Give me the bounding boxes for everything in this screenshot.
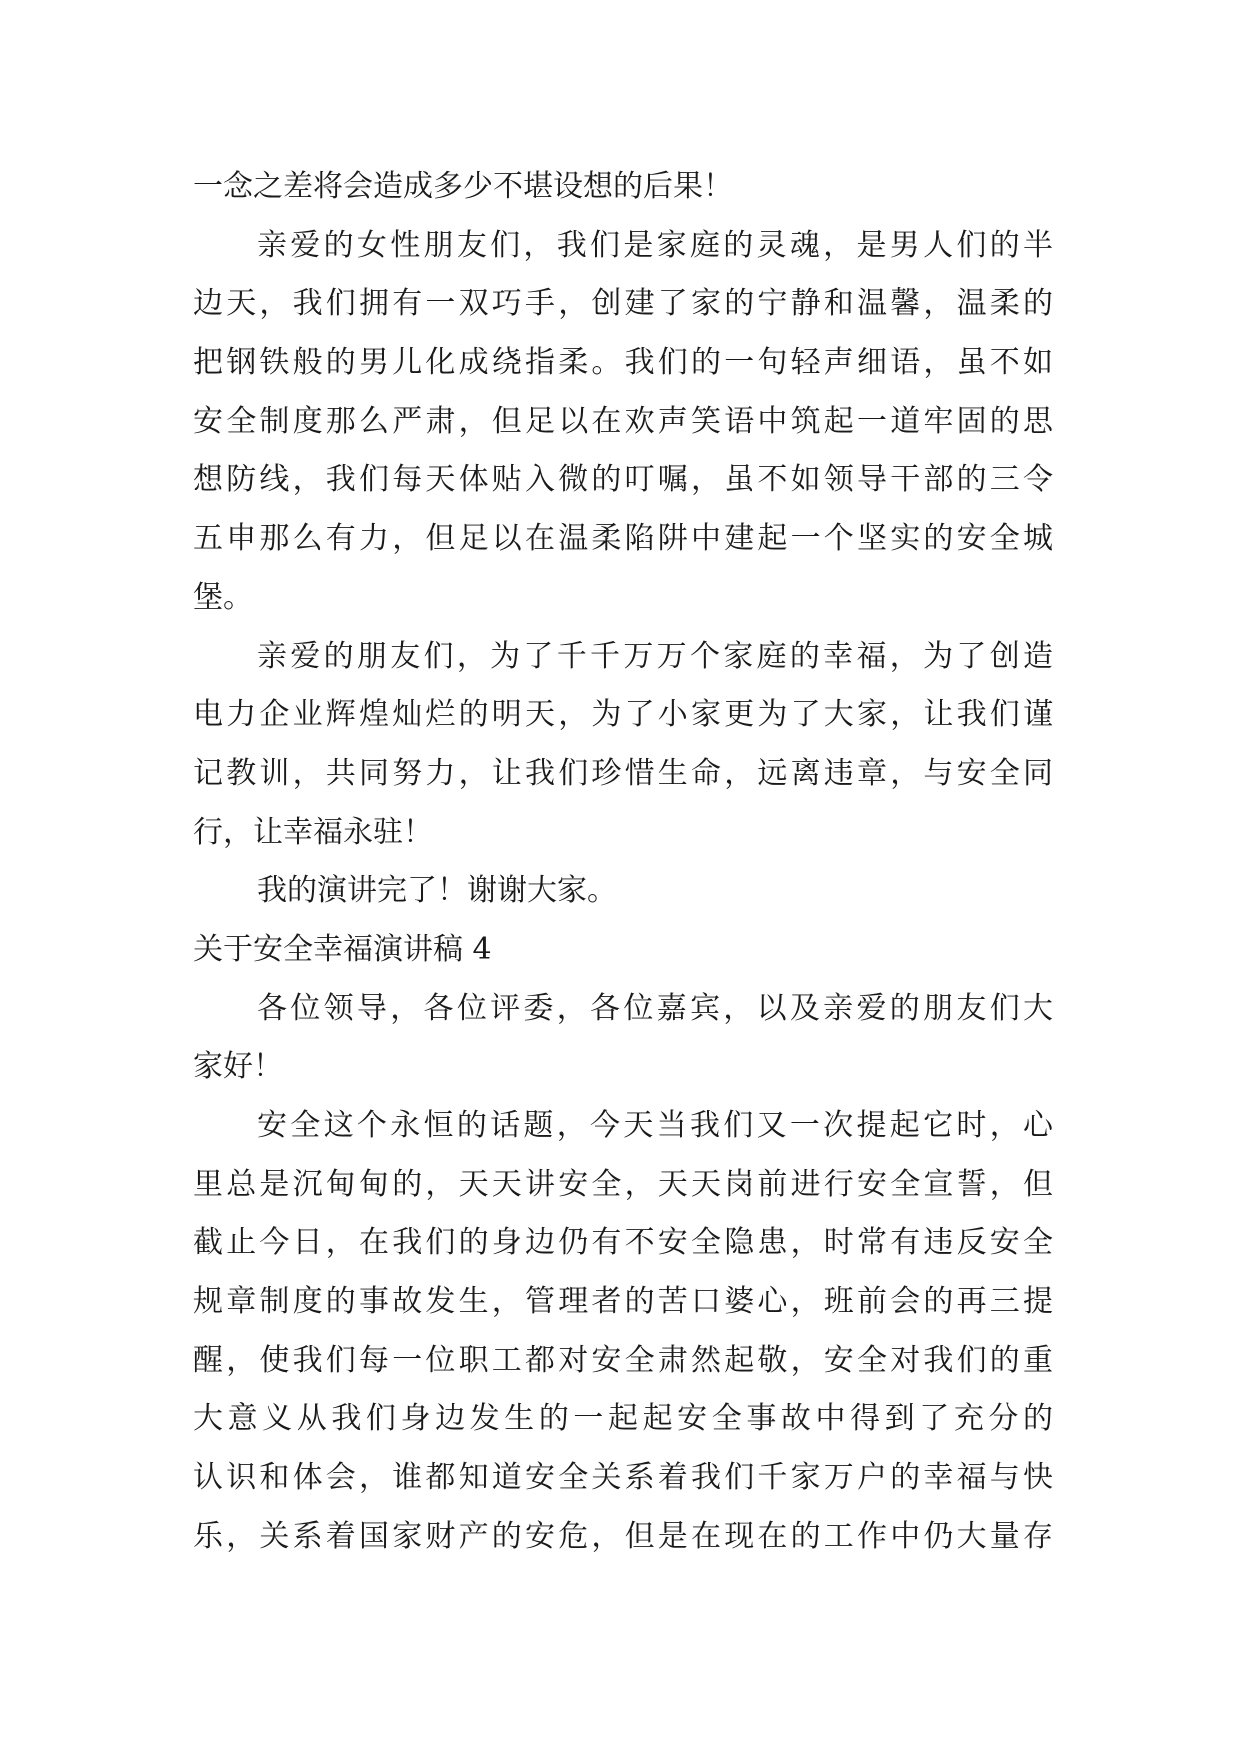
paragraph-start-line: 我的演讲完了！谢谢大家。 xyxy=(257,873,617,909)
text-line: 家好！ xyxy=(193,1049,283,1085)
text-line: 规章制度的事故发生，管理者的苦口婆心，班前会的再三提 xyxy=(193,1284,1053,1320)
paragraph-start-line: 各位领导，各位评委，各位嘉宾，以及亲爱的朋友们大 xyxy=(257,990,1053,1026)
document-body xyxy=(193,158,1053,1567)
section-heading: 关于安全幸福演讲稿 4 xyxy=(193,931,492,967)
paragraph-start-line: 亲爱的朋友们，为了千千万万个家庭的幸福，为了创造 xyxy=(257,638,1053,674)
text-line: 边天，我们拥有一双巧手，创建了家的宁静和温馨，温柔的 xyxy=(193,286,1053,322)
text-line: 截止今日，在我们的身边仍有不安全隐患，时常有违反安全 xyxy=(193,1225,1053,1261)
text-line: 把钢铁般的男儿化成绕指柔。我们的一句轻声细语，虽不如 xyxy=(193,345,1053,381)
text-line: 一念之差将会造成多少不堪设想的后果！ xyxy=(193,169,733,204)
text-line: 电力企业辉煌灿烂的明天，为了小家更为了大家，让我们谨 xyxy=(193,697,1053,733)
text-line: 认识和体会，谁都知道安全关系着我们千家万户的幸福与快 xyxy=(193,1460,1053,1496)
text-line: 记教训，共同努力，让我们珍惜生命，远离违章，与安全同 xyxy=(193,755,1053,791)
paragraph-start-line: 安全这个永恒的话题，今天当我们又一次提起它时，心 xyxy=(257,1108,1053,1143)
text-line: 五申那么有力，但足以在温柔陷阱中建起一个坚实的安全城 xyxy=(193,521,1053,557)
text-line: 乐，关系着国家财产的安危，但是在现在的工作中仍大量存 xyxy=(193,1518,1053,1554)
text-line: 安全制度那么严肃，但足以在欢声笑语中筑起一道牢固的思 xyxy=(193,403,1053,439)
text-line: 大意义从我们身边发生的一起起安全事故中得到了充分的 xyxy=(193,1401,1053,1437)
text-line: 醒，使我们每一位职工都对安全肃然起敬，安全对我们的重 xyxy=(193,1342,1053,1378)
text-line: 行，让幸福永驻！ xyxy=(193,814,433,850)
paragraph-start-line: 亲爱的女性朋友们，我们是家庭的灵魂，是男人们的半 xyxy=(257,227,1053,263)
text-line: 想防线，我们每天体贴入微的叮嘱，虽不如领导干部的三令 xyxy=(193,462,1053,498)
text-line: 里总是沉甸甸的，天天讲安全，天天岗前进行安全宣誓，但 xyxy=(193,1166,1053,1202)
text-line: 堡。 xyxy=(193,579,253,615)
